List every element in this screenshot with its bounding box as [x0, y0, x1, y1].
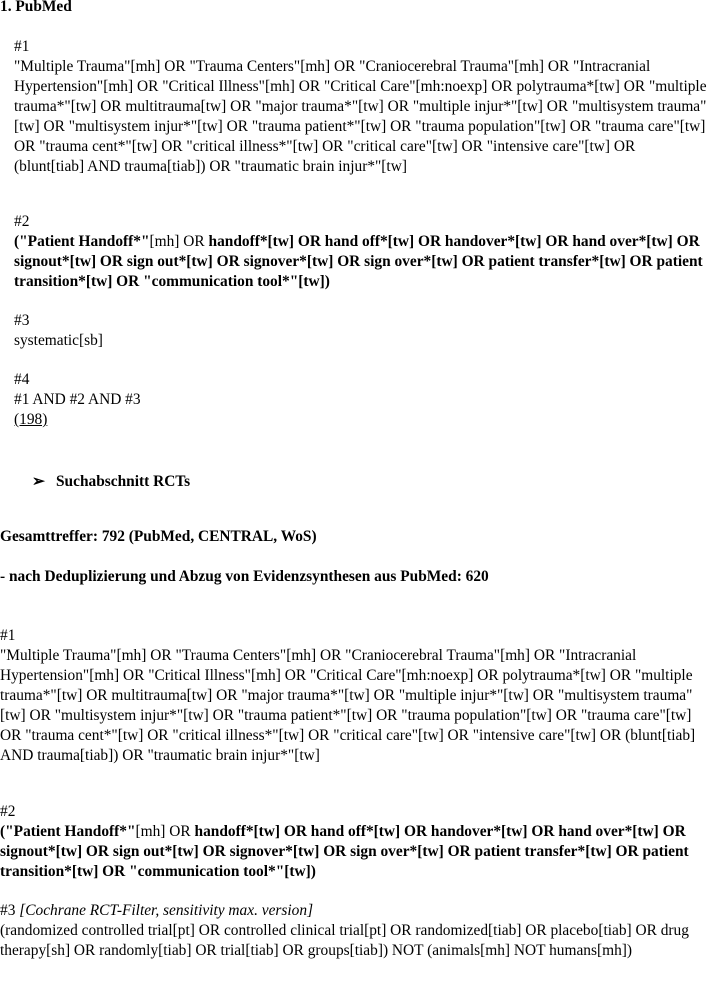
pubmed-search-3 — [14, 311, 708, 351]
search-label: #1 — [14, 38, 30, 55]
query-plain-part: [mh] OR — [135, 823, 195, 840]
rct-search-3 — [0, 901, 708, 961]
dedup-hits: - nach Deduplizierung und Abzug von Evidenzsynthesen aus PubMed: 620 — [0, 568, 489, 585]
query-bold-part: ("Patient Handoff*" — [14, 233, 150, 250]
search-query: "Multiple Trauma"[mh] OR "Trauma Centers"[mh] OR "Craniocerebral Trauma"[mh] OR "Intracranial Hypertension"[mh] OR "Critical Illness"[mh] OR "Critical Care"[mh:noexp] OR polytrauma*[tw] OR "multiple trauma*"[tw] OR multitrauma[tw] OR "major trauma*"[tw] OR "multiple injur*"[tw] OR "multisystem trauma"[tw] OR "multisystem injur*"[tw] OR "trauma patient*"[tw] OR "trauma population"[tw] OR "trauma care"[tw] OR "trauma cent*"[tw] OR "critical illness*"[tw] OR "critical care"[tw] OR "intensive care"[tw] OR (blunt[tiab] AND trauma[tiab]) OR "traumatic brain injur*"[tw] — [14, 58, 707, 175]
arrow-bullet-icon: ➢ — [32, 473, 45, 490]
rct-search-2 — [0, 802, 708, 882]
search-label: #2 — [0, 803, 16, 820]
search-label: #2 — [14, 213, 30, 230]
result-count: (198) — [14, 411, 48, 428]
search-query: systematic[sb] — [14, 332, 103, 349]
search-query: "Multiple Trauma"[mh] OR "Trauma Centers"[mh] OR "Craniocerebral Trauma"[mh] OR "Intracranial Hypertension"[mh] OR "Critical Illness"[mh] OR "Critical Care"[mh:noexp] OR polytrauma*[tw] OR "multiple trauma*"[tw] OR multitrauma[tw] OR "major trauma*"[tw] OR "multiple injur*"[tw] OR "multisystem trauma"[tw] OR "multisystem injur*"[tw] OR "trauma patient*"[tw] OR "trauma population"[tw] OR "trauma care"[tw] OR "trauma cent*"[tw] OR "critical illness*"[tw] OR "critical care"[tw] OR "intensive care"[tw] OR (blunt[tiab] AND trauma[tiab]) OR "traumatic brain injur*"[tw] — [0, 647, 696, 764]
rct-heading — [32, 472, 190, 492]
query-bold-part: handoff*[tw] OR hand off*[tw] OR handover*[tw] OR hand over*[tw] OR signout*[tw] OR sign out*[tw] OR signover*[tw] OR sign over*[tw] OR patient transfer*[tw] OR patient transition*[tw] OR "communication tool*"[tw]) — [0, 823, 689, 880]
search-label: #3 — [14, 312, 30, 329]
query-bold-part: handoff*[tw] OR hand off*[tw] OR handover*[tw] OR hand over*[tw] OR signout*[tw] OR sign out*[tw] OR signover*[tw] OR sign over*[tw] OR patient transfer*[tw] OR patient transition*[tw] OR "communication tool*"[tw]) — [14, 233, 703, 290]
search-label: #3 — [0, 902, 16, 919]
rct-search-1 — [0, 626, 708, 766]
total-hits: Gesamttreffer: 792 (PubMed, CENTRAL, WoS) — [0, 528, 317, 545]
search-query — [0, 822, 708, 882]
section-title: 1. PubMed — [0, 0, 72, 15]
search-query — [14, 232, 708, 292]
search-query: (randomized controlled trial[pt] OR controlled clinical trial[pt] OR randomized[tiab] OR placebo[tiab] OR drug therapy[sh] OR randomly[tiab] OR trial[tiab] OR groups[tiab]) NOT (animals[mh] NOT humans[mh]) — [0, 922, 689, 959]
rct-heading-text: Suchabschnitt RCTs — [56, 473, 191, 490]
search-heading — [0, 901, 708, 921]
pubmed-search-1 — [14, 37, 708, 177]
pubmed-search-4 — [14, 370, 708, 430]
query-bold-part: ("Patient Handoff*" — [0, 823, 136, 840]
search-label: #4 — [14, 371, 30, 388]
filter-note: [Cochrane RCT-Filter, sensitivity max. version] — [19, 902, 314, 919]
pubmed-search-2 — [14, 212, 708, 292]
search-query: #1 AND #2 AND #3 — [14, 391, 141, 408]
search-label: #1 — [0, 627, 16, 644]
query-plain-part: [mh] OR — [149, 233, 209, 250]
